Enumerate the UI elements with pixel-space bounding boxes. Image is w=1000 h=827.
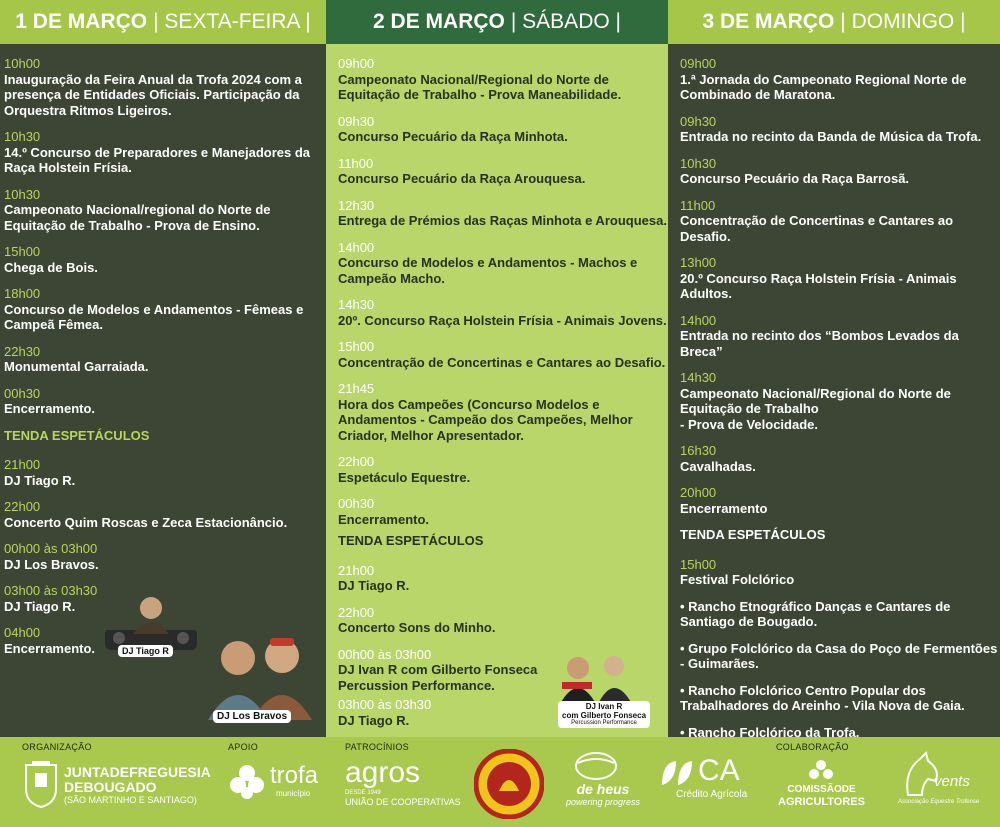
agros-logo <box>345 757 461 807</box>
event-time: 14h30 <box>680 370 717 385</box>
schedule-item <box>680 485 1000 516</box>
schedule-item <box>338 297 668 328</box>
event-time: 12h30 <box>338 197 375 213</box>
junta-crest-icon <box>22 759 60 809</box>
event-time: 14h00 <box>338 239 375 255</box>
deheus-name: de heus <box>576 781 630 797</box>
schedule-item <box>4 129 326 176</box>
label-colaboracao: COLABORAÇÃO <box>776 742 849 752</box>
event-time: 14h00 <box>680 312 717 328</box>
schedule-item <box>4 344 326 375</box>
event-time: 15h00 <box>4 244 41 259</box>
schedule <box>326 44 668 737</box>
event-time: 11h00 <box>338 155 374 171</box>
event-text: Concentração de Concertinas e Cantares ao Desafio. <box>680 213 954 244</box>
schedule-item <box>4 499 326 530</box>
section-title: TENDA ESPETÁCULOS <box>338 533 484 548</box>
list-item: • Rancho Etnográfico Danças e Cantares de Santiago de Bougado. <box>680 598 951 629</box>
schedule-item <box>338 454 668 485</box>
schedule-item <box>338 339 668 370</box>
deheus-sub: powering progress <box>566 797 641 807</box>
event-time: 22h00 <box>338 454 375 469</box>
event-time: 10h30 <box>680 155 717 171</box>
dj-los-bravos-caption: DJ Los Bravos <box>213 710 291 723</box>
schedule-item <box>338 198 668 229</box>
event-time: 21h45 <box>338 381 375 396</box>
day-date: 3 DE MARÇO <box>702 10 835 33</box>
schedule-item <box>338 381 668 443</box>
schedule-item <box>680 56 1000 103</box>
list-item: • Grupo Folclórico da Casa do Poço de Fermentões - Guimarães. <box>680 640 998 671</box>
event-time: 00h00 às 03h00 <box>338 646 432 662</box>
event-time: 00h00 às 03h00 <box>4 541 98 556</box>
trofa-flower-icon <box>228 763 266 801</box>
deheus-logo <box>566 781 640 807</box>
event-time: 21h00 <box>338 562 375 578</box>
dj-ivan-caption-line3: Percussion Performance <box>571 720 637 726</box>
schedule-item <box>680 255 1000 302</box>
event-text: 14.º Concurso de Preparadores e Manejadores da Raça Holstein Frísia. <box>4 144 311 175</box>
event-text: DJ Tiago R. <box>338 578 410 593</box>
event-time: 22h00 <box>338 604 375 620</box>
label-apoio: APOIO <box>228 742 259 752</box>
event-time: 15h00 <box>680 556 717 572</box>
junta-logo <box>64 765 211 806</box>
event-time: 09h30 <box>680 113 717 129</box>
event-text: Chega de Bois. <box>4 259 98 275</box>
comissao-line1: COMISSÃODE <box>787 784 856 795</box>
schedule-item <box>4 457 326 488</box>
schedule-item <box>338 605 668 636</box>
day-column-1 <box>0 0 326 737</box>
event-text: Concerto Sons do Minho. <box>338 620 496 635</box>
schedule-item <box>4 244 326 275</box>
event-text: Entrega de Prémios das Raças Minhota e Arouquesa. <box>338 213 667 228</box>
schedule-item <box>680 156 1000 187</box>
dj-los-bravos-photo <box>200 630 318 720</box>
event-time: 10h00 <box>4 56 41 71</box>
comissao-line2: AGRICULTORES <box>778 796 865 808</box>
ca-sub: Crédito Agrícola <box>676 789 748 800</box>
event-text: Monumental Garraiada. <box>4 359 149 374</box>
event-text: Festival Folclórico <box>680 572 795 587</box>
day-header <box>0 0 326 44</box>
event-text: Encerramento <box>680 500 768 516</box>
event-time: 16h30 <box>680 443 717 458</box>
event-time: 13h00 <box>680 255 717 270</box>
event-text: Hora dos Campeões (Concurso Modelos e Andamentos - Campeão dos Campeões, Melhor Criador, Melhor Apresentador. <box>338 396 633 443</box>
comissao-clover-icon <box>808 759 834 781</box>
events-sub: Associação Equestre Trofense <box>898 799 980 805</box>
event-text: 20º. Concurso Raça Holstein Frísia - Animais Jovens. <box>338 312 667 328</box>
event-text: Entrada no recinto da Banda de Música da Trofa. <box>680 129 982 144</box>
events-logo <box>934 773 970 790</box>
event-time: 09h00 <box>338 56 375 71</box>
event-time: 04h00 <box>4 625 41 640</box>
event-time: 21h00 <box>4 457 41 472</box>
event-time: 22h30 <box>4 343 41 359</box>
day-column-3 <box>668 0 1000 737</box>
event-text: Encerramento. <box>4 401 96 416</box>
event-text: DJ Tiago R. <box>4 472 76 488</box>
schedule-item <box>338 496 668 527</box>
dj-ivan-caption-line2: com Gilberto Fonseca <box>562 711 647 720</box>
agros-name: agros <box>345 756 421 789</box>
event-text: Concentração de Concertinas e Cantares ao Desafio. <box>338 354 666 370</box>
event-text: Concerto Quim Roscas e Zeca Estacionâncio. <box>4 514 288 530</box>
ca-name: CA <box>698 754 740 787</box>
day-weekday: | SEXTA-FEIRA | <box>153 10 311 33</box>
day-header <box>326 0 668 44</box>
day-date: 1 DE MARÇO <box>15 10 148 33</box>
event-time: 09h00 <box>680 56 717 71</box>
event-text: Espetáculo Equestre. <box>338 469 471 485</box>
events-name: vents <box>934 773 970 790</box>
event-time: 03h00 às 03h30 <box>338 697 432 712</box>
day-date: 2 DE MARÇO <box>373 10 505 33</box>
junta-line1: JUNTADEFREGUESIA <box>64 764 211 780</box>
sponsors-footer <box>0 737 1000 827</box>
event-text: Campeonato Nacional/regional do Norte de Equitação de Trabalho - Prova de Ensino. <box>4 202 271 233</box>
event-text: Concurso de Modelos e Andamentos - Machos e Campeão Macho. <box>338 255 638 286</box>
event-text: Concurso Pecuário da Raça Arouquesa. <box>338 171 586 186</box>
event-time: 14h30 <box>338 297 375 312</box>
event-time: 15h00 <box>338 339 375 354</box>
event-text: DJ Ivan R com Gilberto Fonseca Percussion Performance. <box>338 662 538 693</box>
event-time: 00h30 <box>338 496 375 511</box>
schedule-item <box>4 541 326 572</box>
day-weekday: | SÁBADO | <box>510 10 621 33</box>
label-organizacao: ORGANIZAÇÃO <box>22 742 92 752</box>
junta-line3: (SÃO MARTINHO E SANTIAGO) <box>64 795 197 805</box>
day-weekday: | DOMINGO | <box>840 10 966 33</box>
event-time: 03h00 às 03h30 <box>4 583 98 598</box>
section-title: TENDA ESPETÁCULOS <box>680 527 826 542</box>
deheus-globe-icon <box>572 751 620 781</box>
event-time: 18h00 <box>4 286 41 301</box>
list-item: • Rancho Folclórico da Trofa. <box>680 724 860 737</box>
day-header <box>668 0 1000 44</box>
dj-tiago-caption: DJ Tiago R <box>118 645 173 657</box>
schedule-item <box>680 370 1000 432</box>
dj-ivan-caption <box>558 701 650 728</box>
day-column-2 <box>326 0 668 737</box>
schedule <box>0 44 326 656</box>
trofa-name: trofa <box>270 762 319 789</box>
comissao-logo <box>778 784 865 808</box>
agros-sub2: UNIÃO DE COOPERATIVAS <box>345 797 461 807</box>
schedule-item <box>4 286 326 333</box>
label-patrocinios: PATROCÍNIOS <box>345 742 409 752</box>
event-text: DJ Tiago R. <box>4 598 76 614</box>
event-time: 20h00 <box>680 485 717 500</box>
event-text: 1.ª Jornada do Campeonato Regional Norte de Combinado de Maratona. <box>680 71 967 102</box>
association-emblem-icon <box>474 749 544 819</box>
schedule-item <box>338 56 668 103</box>
schedule-item <box>680 443 1000 474</box>
schedule-item <box>4 56 326 118</box>
schedule-item <box>338 240 668 287</box>
schedule-item <box>4 386 326 417</box>
list-item: • Rancho Folclórico Centro Popular dos Trabalhadores do Areinho - Vila Nova de Gaia. <box>680 682 965 713</box>
event-text: Campeonato Nacional/Regional do Norte de Equitação de Trabalho - Prova de Velocidade. <box>680 385 951 432</box>
schedule-item <box>338 156 668 187</box>
dj-ivan-caption-line1: DJ Ivan R <box>585 702 623 711</box>
event-text: DJ Tiago R. <box>338 712 410 728</box>
credito-agricola-logo <box>676 755 747 800</box>
schedule-item <box>4 187 326 234</box>
event-text: Encerramento. <box>338 511 430 527</box>
event-text: Concurso Pecuário da Raça Minhota. <box>338 129 568 144</box>
agros-sub1: DESDE 1949 <box>345 790 381 796</box>
event-time: 11h00 <box>680 197 716 213</box>
event-time: 10h30 <box>4 129 41 144</box>
event-time: 00h30 <box>4 385 41 401</box>
section-title: TENDA ESPETÁCULOS <box>4 427 150 443</box>
event-text: Cavalhadas. <box>680 458 756 474</box>
event-text: Concurso de Modelos e Andamentos - Fêmeas e Campeã Fêmea. <box>4 301 304 332</box>
schedule-item <box>338 563 668 594</box>
schedule-item <box>680 198 1000 245</box>
schedule <box>668 44 1000 737</box>
event-time: 10h30 <box>4 186 41 202</box>
event-time: 22h00 <box>4 499 41 514</box>
event-time: 09h30 <box>338 113 375 129</box>
event-text: Encerramento. <box>4 640 96 656</box>
dj-tiago-photo <box>105 590 197 650</box>
event-text: Concurso Pecuário da Raça Barrosã. <box>680 171 910 186</box>
schedule-item <box>680 313 1000 360</box>
schedule-item <box>680 114 1000 145</box>
dj-ivan-photo <box>554 652 636 704</box>
event-text: Campeonato Nacional/Regional do Norte de Equitação de Trabalho - Prova Maneabilidade. <box>338 71 622 102</box>
trofa-sub: município <box>276 789 311 798</box>
trofa-logo <box>270 763 318 798</box>
event-text: 20.º Concurso Raça Holstein Frísia - Animais Adultos. <box>680 270 957 301</box>
junta-line2: DEBOUGADO <box>64 779 157 795</box>
schedule-item <box>680 557 1000 588</box>
event-text: DJ Los Bravos. <box>4 556 99 572</box>
event-text: Entrada no recinto dos “Bombos Levados da Breca” <box>680 328 959 359</box>
event-text: Inauguração da Feira Anual da Trofa 2024 com a presença de Entidades Oficiais. Participação da Orquestra Ritmos Ligeiros. <box>4 71 302 118</box>
schedule-item <box>338 114 668 145</box>
